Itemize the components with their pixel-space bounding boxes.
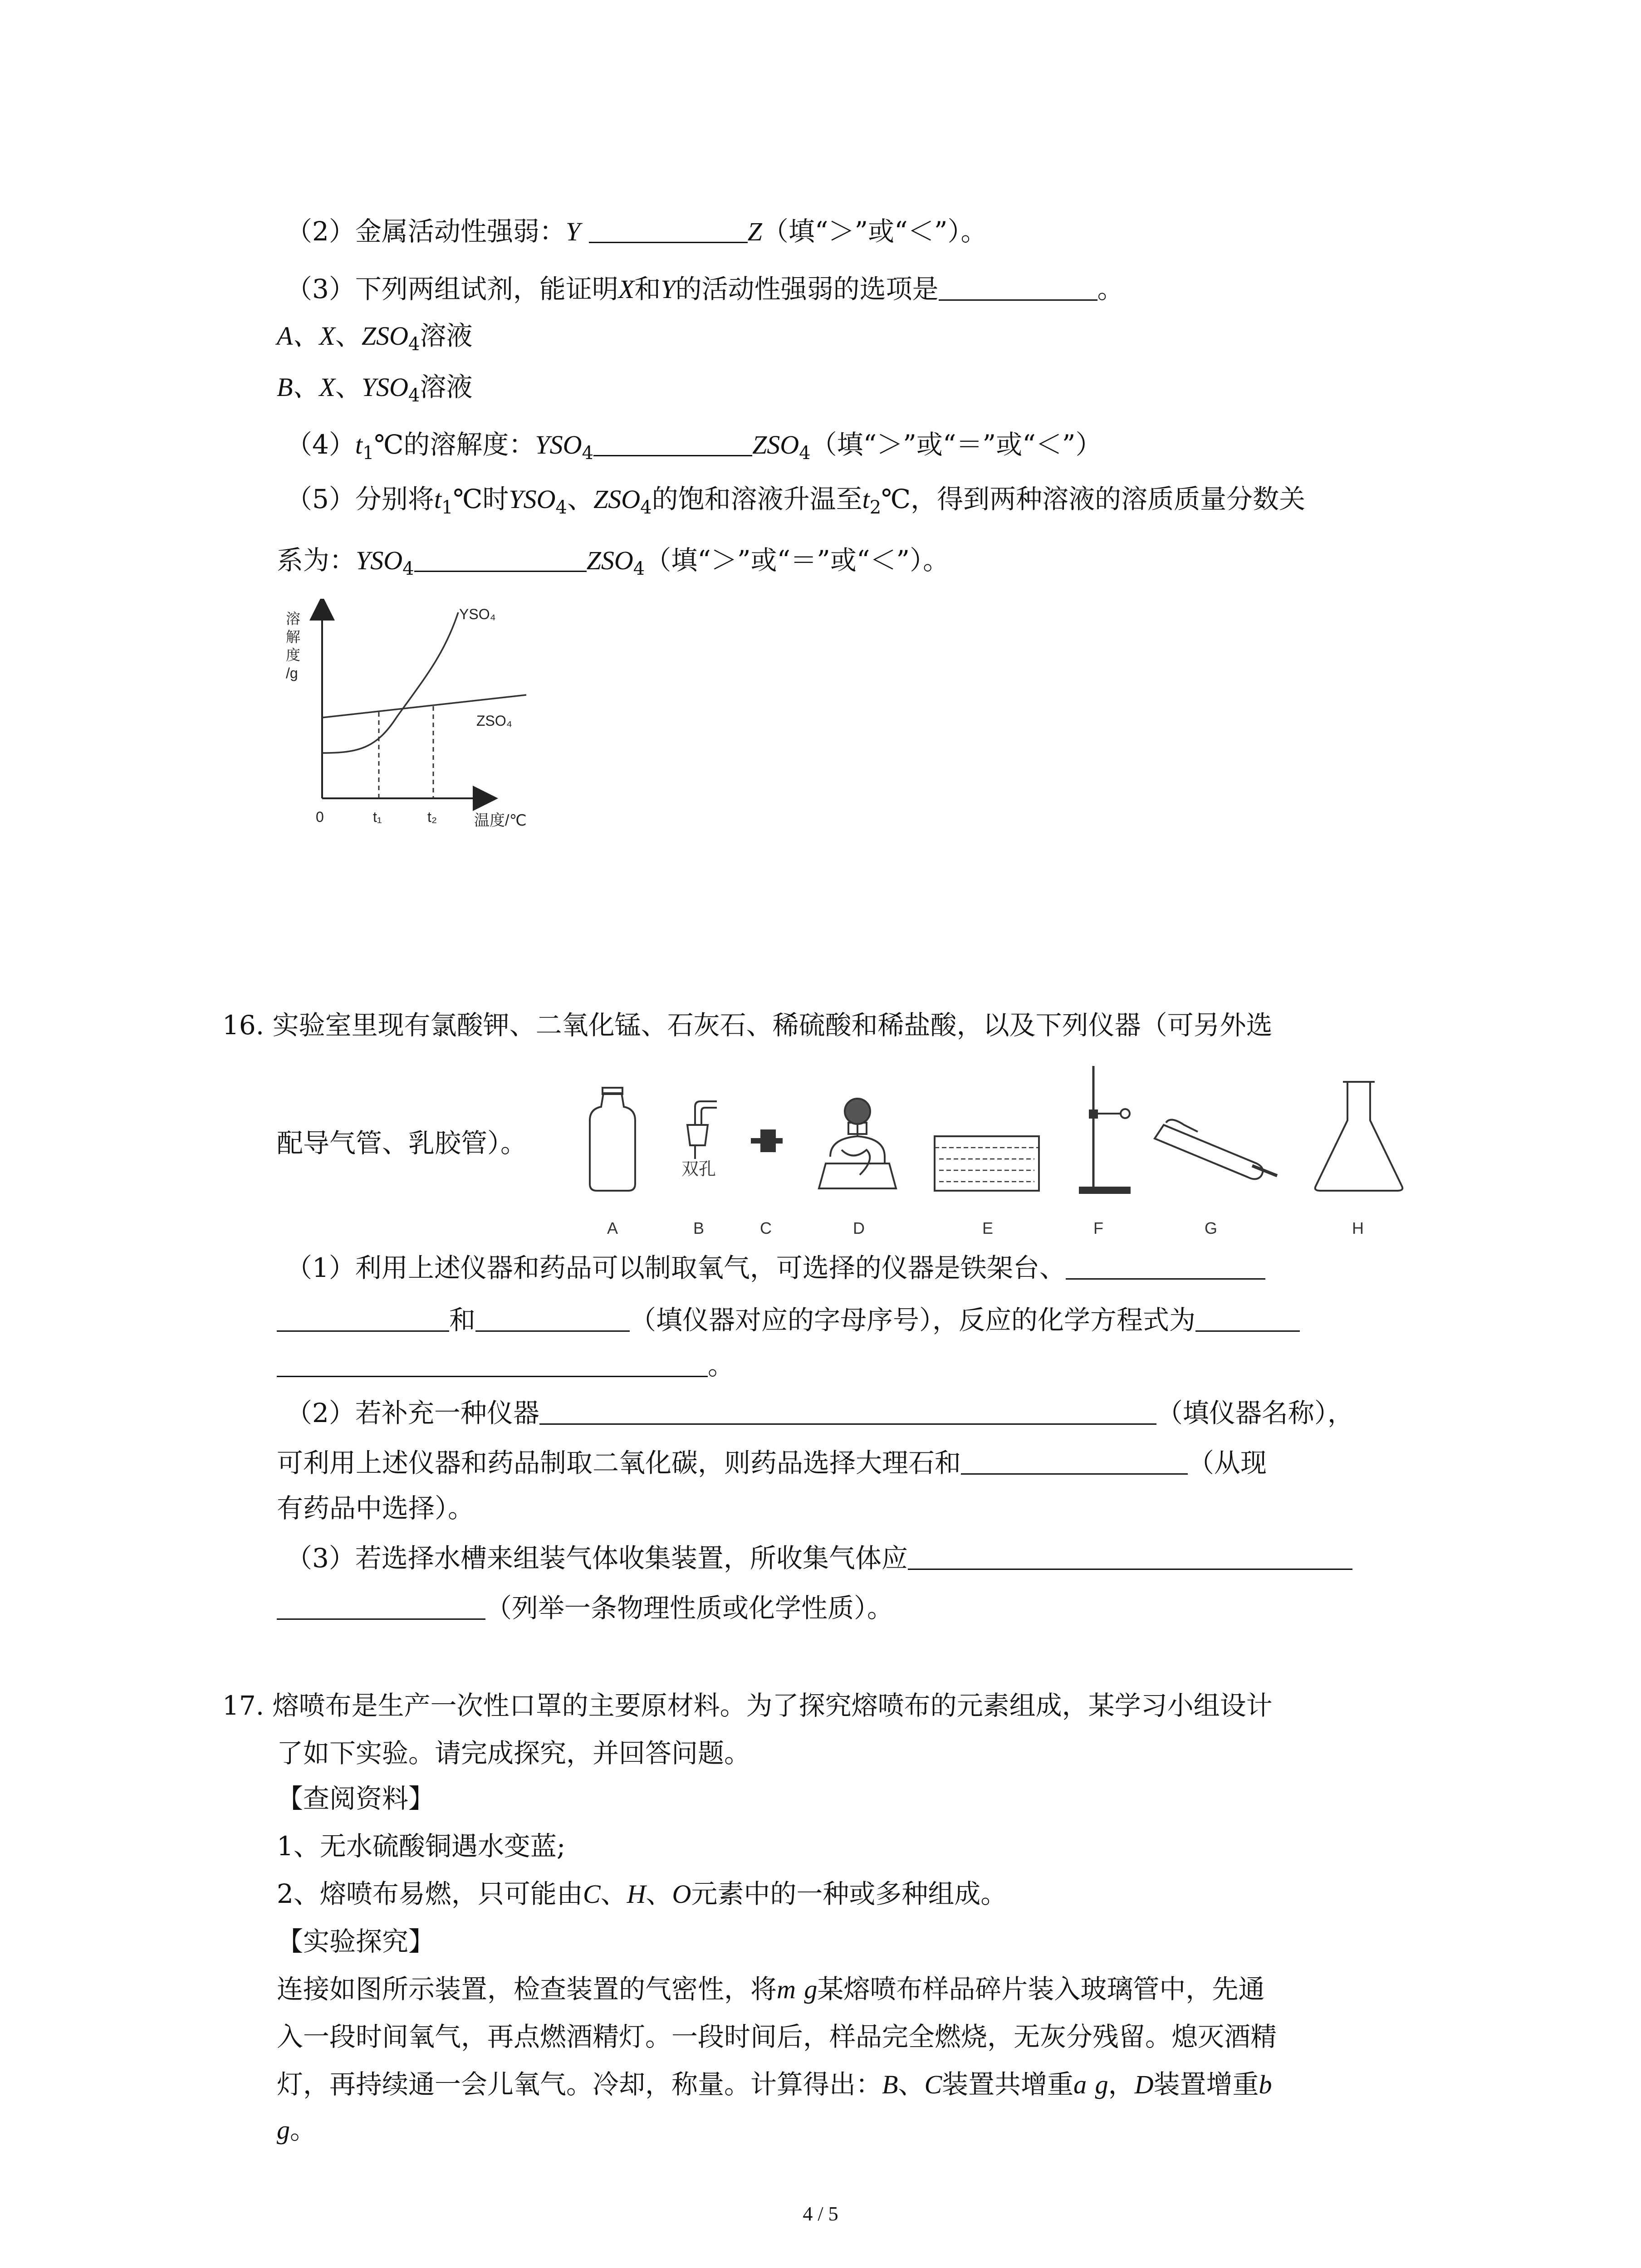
apparatus-e-water-trough: [935, 1136, 1039, 1191]
apparatus-label-c: C: [760, 1219, 772, 1237]
apparatus-d-alcohol-lamp: [819, 1099, 896, 1188]
q17-resource-1: 1、无水硫酸铜遇水变蓝;: [277, 1831, 566, 1862]
svg-text:溶: 溶: [286, 611, 301, 627]
answer-blank[interactable]: [939, 274, 1097, 301]
q16-part1-line3: 。: [277, 1347, 734, 1383]
answer-blank[interactable]: [539, 1398, 1156, 1425]
answer-blank[interactable]: [1066, 1253, 1265, 1280]
apparatus-label-d: D: [853, 1219, 865, 1237]
apparatus-a-bottle: [590, 1088, 635, 1191]
q16-part3-line1: （3）若选择水槽来组装气体收集装置，所收集气体应: [286, 1540, 1352, 1576]
q17-stem-line2: 了如下实验。请完成探究，并回答问题。: [277, 1738, 751, 1769]
answer-blank[interactable]: [277, 1350, 708, 1377]
q15-part5-line2: 系为：$YSO_4$ $ZSO_4$（填“＞”或“＝”或“＜”）。: [277, 545, 950, 579]
q17-experiment-line3: 灯，再持续通一会儿氧气。冷却，称量。计算得出：B、C装置共增重a g，D装置增重b: [277, 2069, 1272, 2100]
q17-heading-research: 【查阅资料】: [277, 1783, 435, 1814]
answer-blank[interactable]: [277, 1593, 485, 1620]
svg-text:解: 解: [286, 629, 301, 645]
q16-stem-line1: 16. 实验室里现有氯酸钾、二氧化锰、石灰石、稀硫酸和稀盐酸，以及下列仪器（可另外选: [222, 1010, 1273, 1041]
q15-part5-line1: （5）分别将$t_1℃$时$YSO_4$、$ZSO_4$的饱和溶液升温至$t_2℃$，得到两种溶液的溶质质量分数关: [286, 484, 1306, 518]
apparatus-b-stopper: [687, 1101, 717, 1159]
q15-part2: （2）金属活动性强弱：Y Z（填“＞”或“＜”）。: [286, 216, 987, 247]
apparatus-label-a: A: [607, 1219, 618, 1237]
apparatus-label-h: H: [1352, 1219, 1364, 1237]
apparatus-f-iron-stand: [1080, 1066, 1130, 1193]
apparatus-c-tube-clip: [751, 1130, 783, 1151]
answer-blank[interactable]: [589, 216, 748, 243]
answer-blank[interactable]: [414, 545, 587, 572]
tick-label-t1: t₁: [373, 809, 382, 825]
q17-heading-experiment: 【实验探究】: [277, 1926, 435, 1957]
svg-text:/g: /g: [286, 665, 298, 681]
apparatus-label-e: E: [982, 1219, 994, 1237]
answer-blank[interactable]: [961, 1448, 1188, 1475]
tick-label-t2: t₂: [427, 809, 437, 825]
apparatus-h-conical-flask: [1315, 1082, 1403, 1191]
q15-part4: $(4)t_1℃$的溶解度：$YSO_4$ $ZSO_4$（填“＞”或“＝”或“＜”）: [286, 429, 1102, 464]
apparatus-label-f: F: [1093, 1219, 1103, 1237]
solubility-curve-figure: [272, 599, 563, 835]
answer-blank[interactable]: [908, 1543, 1352, 1570]
q16-part2-line2: 可利用上述仪器和药品制取二氧化碳，则药品选择大理石和 （从现: [277, 1447, 1267, 1478]
q16-part1-line1: （1）利用上述仪器和药品可以制取氧气，可选择的仪器是铁架台、: [286, 1250, 1265, 1286]
yso4-curve: [322, 612, 458, 753]
q16-stem-line2: 配导气管、乳胶管）。: [277, 1128, 527, 1158]
q17-experiment-line4: g。: [277, 2114, 317, 2145]
series-label-yso4: YSO₄: [459, 606, 496, 622]
apparatus-figure: [576, 1057, 1420, 1247]
q16-part3-line2: （列举一条物理性质或化学性质）。: [277, 1590, 893, 1626]
svg-text:度: 度: [286, 647, 301, 663]
q15-option-a: A、X、$ZSO_4$溶液: [277, 320, 473, 355]
q17-stem-line1: 17. 熔喷布是生产一次性口罩的主要原材料。为了探究熔喷布的元素组成，某学习小组设计: [222, 1690, 1273, 1721]
apparatus-g-test-tube: [1155, 1120, 1277, 1179]
q16-part2-line1: （2）若补充一种仪器 （填仪器名称），: [286, 1398, 1354, 1428]
q17-resource-2: 2、熔喷布易燃，只可能由C、H、O元素中的一种或多种组成。: [277, 1878, 1007, 1909]
apparatus-label-b: B: [693, 1219, 705, 1237]
apparatus-label-g: G: [1205, 1219, 1218, 1237]
q16-part1-line2: 和 （填仪器对应的字母序号），反应的化学方程式为: [277, 1302, 1300, 1338]
q17-experiment-line2: 入一段时间氧气，再点燃酒精灯。一段时间后，样品完全燃烧，无灰分残留。熄灭酒精: [277, 2021, 1277, 2052]
x-axis-label: 温度/℃: [474, 812, 527, 829]
y-axis-label: [286, 611, 300, 681]
apparatus-labels: [607, 1219, 1364, 1237]
q15-option-b: B、X、$YSO_4$溶液: [277, 371, 473, 406]
answer-blank[interactable]: [475, 1305, 630, 1332]
q17-experiment-line1: 连接如图所示装置，检查装置的气密性，将m g某熔喷布样品碎片装入玻璃管中，先通: [277, 1974, 1265, 2004]
origin-label: 0: [316, 809, 324, 825]
apparatus-b-note: 双孔: [681, 1160, 716, 1179]
q15-part3: （3）下列两组试剂，能证明X和Y的活动性强弱的选项是 。: [286, 274, 1124, 304]
answer-blank[interactable]: [1195, 1305, 1300, 1332]
q16-part2-line3: 有药品中选择）。: [277, 1493, 475, 1524]
answer-blank[interactable]: [277, 1305, 449, 1332]
page-number: 4 / 5: [803, 2203, 838, 2225]
series-label-zso4: ZSO₄: [476, 713, 512, 729]
answer-blank[interactable]: [593, 430, 752, 456]
